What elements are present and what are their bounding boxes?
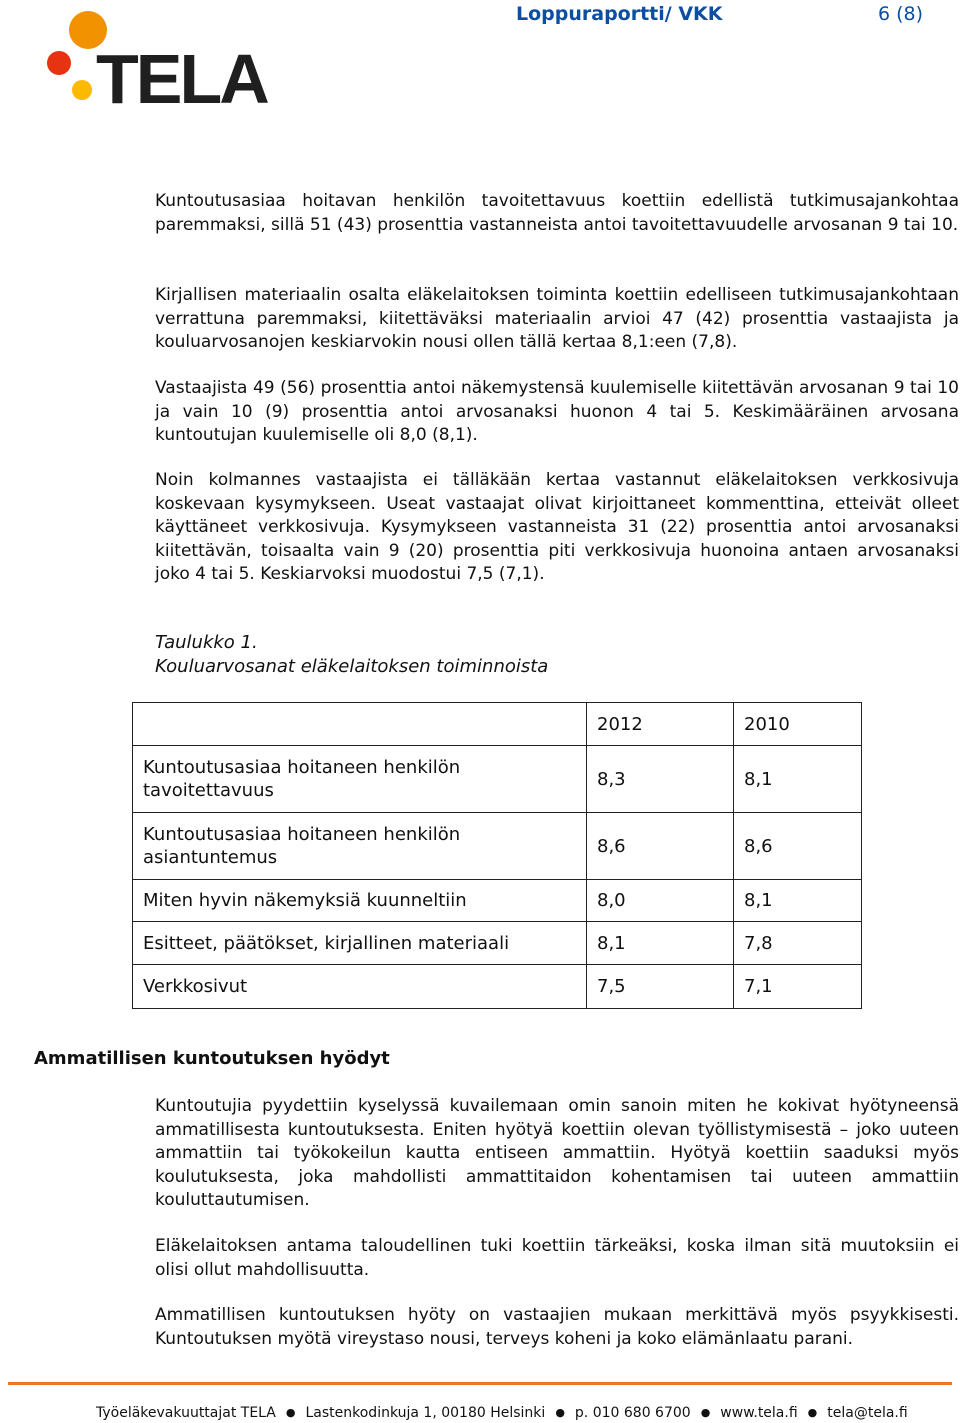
table-header-row bbox=[133, 703, 862, 746]
bullet-icon: ● bbox=[555, 1406, 565, 1419]
table-header-empty bbox=[133, 703, 587, 746]
table-row bbox=[133, 813, 862, 880]
table-header-2010: 2010 bbox=[734, 703, 862, 746]
table-row bbox=[133, 965, 862, 1009]
table-row-label: Miten hyvin näkemyksiä kuunneltiin bbox=[133, 880, 587, 922]
logo-wordmark: TELA bbox=[96, 40, 267, 118]
table-cell-2010: 8,1 bbox=[734, 746, 862, 813]
table-cell-2010: 7,1 bbox=[734, 965, 862, 1009]
bullet-icon: ● bbox=[807, 1406, 818, 1419]
grades-table bbox=[132, 702, 862, 1009]
table-row-label: Kuntoutusasiaa hoitaneen henkilön asiantuntemus bbox=[133, 813, 587, 880]
bullet-icon: ● bbox=[700, 1406, 711, 1419]
footer-web-link[interactable]: www.tela.fi bbox=[720, 1405, 798, 1421]
bullet-icon: ● bbox=[285, 1406, 296, 1419]
footer-divider bbox=[8, 1382, 952, 1385]
paragraph-financial-support: Eläkelaitoksen antama taloudellinen tuki koettiin tärkeäksi, koska ilman sitä muutoksiin ei olisi ollut mahdollisuutta. bbox=[155, 1236, 959, 1280]
table-cell-2012: 8,6 bbox=[587, 813, 734, 880]
table-header-2012: 2012 bbox=[587, 703, 734, 746]
table-row-label: Esitteet, päätökset, kirjallinen materiaali bbox=[133, 922, 587, 965]
paragraph-psychological: Ammatillisen kuntoutuksen hyöty on vastaajien mukaan merkittävä myös psyykkisesti. Kuntoutuksen myötä vireystaso nousi, terveys koheni ja koko elämänlaatu parani. bbox=[155, 1305, 959, 1349]
table-row bbox=[133, 880, 862, 922]
footer-phone: p. 010 680 6700 bbox=[574, 1405, 691, 1421]
table-cell-2012: 8,3 bbox=[587, 746, 734, 813]
tela-logo bbox=[38, 10, 267, 118]
table-caption-title: Kouluarvosanat eläkelaitoksen toiminnoista bbox=[155, 656, 549, 677]
paragraph-benefits: Kuntoutujia pyydettiin kyselyssä kuvailemaan omin sanoin miten he kokivat hyötyneensä ammatillisesta kuntoutuksesta. Eniten hyötyä koettiin olevan työllistymisestä – joko uuteen ammattiin tai työkokeilun kautta entiseen ammattiin. Hyötyä koettiin saaduksi myös koulutuksesta, joka mahdollisti ammattitaidon kohentamisen tai uuteen ammattiin kouluttautumisen. bbox=[155, 1096, 959, 1210]
footer-org: Työeläkevakuuttajat TELA bbox=[96, 1405, 276, 1421]
table-caption-number: Taulukko 1. bbox=[155, 632, 258, 653]
table-row-label: Verkkosivut bbox=[133, 965, 587, 1009]
table-cell-2012: 8,1 bbox=[587, 922, 734, 965]
table-cell-2012: 8,0 bbox=[587, 880, 734, 922]
table-row bbox=[133, 922, 862, 965]
paragraph-website: Noin kolmannes vastaajista ei tälläkään kertaa vastannut eläkelaitoksen verkkosivuja koskevaan kysymykseen. Useat vastaajat olivat kirjoittaneet kommenttina, etteivät olleet käyttäneet verkkosivuja. Kysymykseen vastanneista 31 (22) prosenttia antoi arvosanaksi kiitettävän, toisaalta vain 9 (20) prosenttia piti verkkosivuja huonoina antaen arvosanaksi joko 4 tai 5. Keskiarvoksi muodostui 7,5 (7,1). bbox=[155, 470, 959, 584]
footer bbox=[96, 1405, 908, 1421]
footer-address: Lastenkodinkuja 1, 00180 Helsinki bbox=[305, 1405, 546, 1421]
footer-email-link[interactable]: tela@tela.fi bbox=[827, 1405, 908, 1421]
paragraph-reachability: Kuntoutusasiaa hoitavan henkilön tavoitettavuus koettiin edellistä tutkimusajankohtaa paremmaksi, sillä 51 (43) prosenttia vastanneista antoi tavoitettavuudelle arvosanan 9 tai 10. bbox=[155, 191, 959, 235]
table-cell-2010: 7,8 bbox=[734, 922, 862, 965]
paragraph-hearing: Vastaajista 49 (56) prosenttia antoi näkemystensä kuulemiselle kiitettävän arvosanan 9 tai 10 ja vain 10 (9) prosenttia antoi arvosanaksi huonon 4 tai 5. Keskimääräinen arvosana kuntoutujan kuulemiselle oli 8,0 (8,1). bbox=[155, 378, 959, 445]
paragraph-written-material: Kirjallisen materiaalin osalta eläkelaitoksen toiminta koettiin edelliseen tutkimusajankohtaan verrattuna paremmaksi, kiitettäväksi materiaalin arvioi 47 (42) prosenttia vastaajista ja kouluarvosanojen keskiarvokin nousi ollen tällä kertaa 8,1:een (7,8). bbox=[155, 285, 959, 352]
table-row bbox=[133, 746, 862, 813]
section-heading: Ammatillisen kuntoutuksen hyödyt bbox=[34, 1048, 390, 1069]
table-row-label: Kuntoutusasiaa hoitaneen henkilön tavoitettavuus bbox=[133, 746, 587, 813]
table-cell-2010: 8,6 bbox=[734, 813, 862, 880]
page-number: 6 (8) bbox=[878, 3, 924, 25]
table-cell-2012: 7,5 bbox=[587, 965, 734, 1009]
report-title: Loppuraportti/ VKK bbox=[516, 3, 723, 25]
table-cell-2010: 8,1 bbox=[734, 880, 862, 922]
